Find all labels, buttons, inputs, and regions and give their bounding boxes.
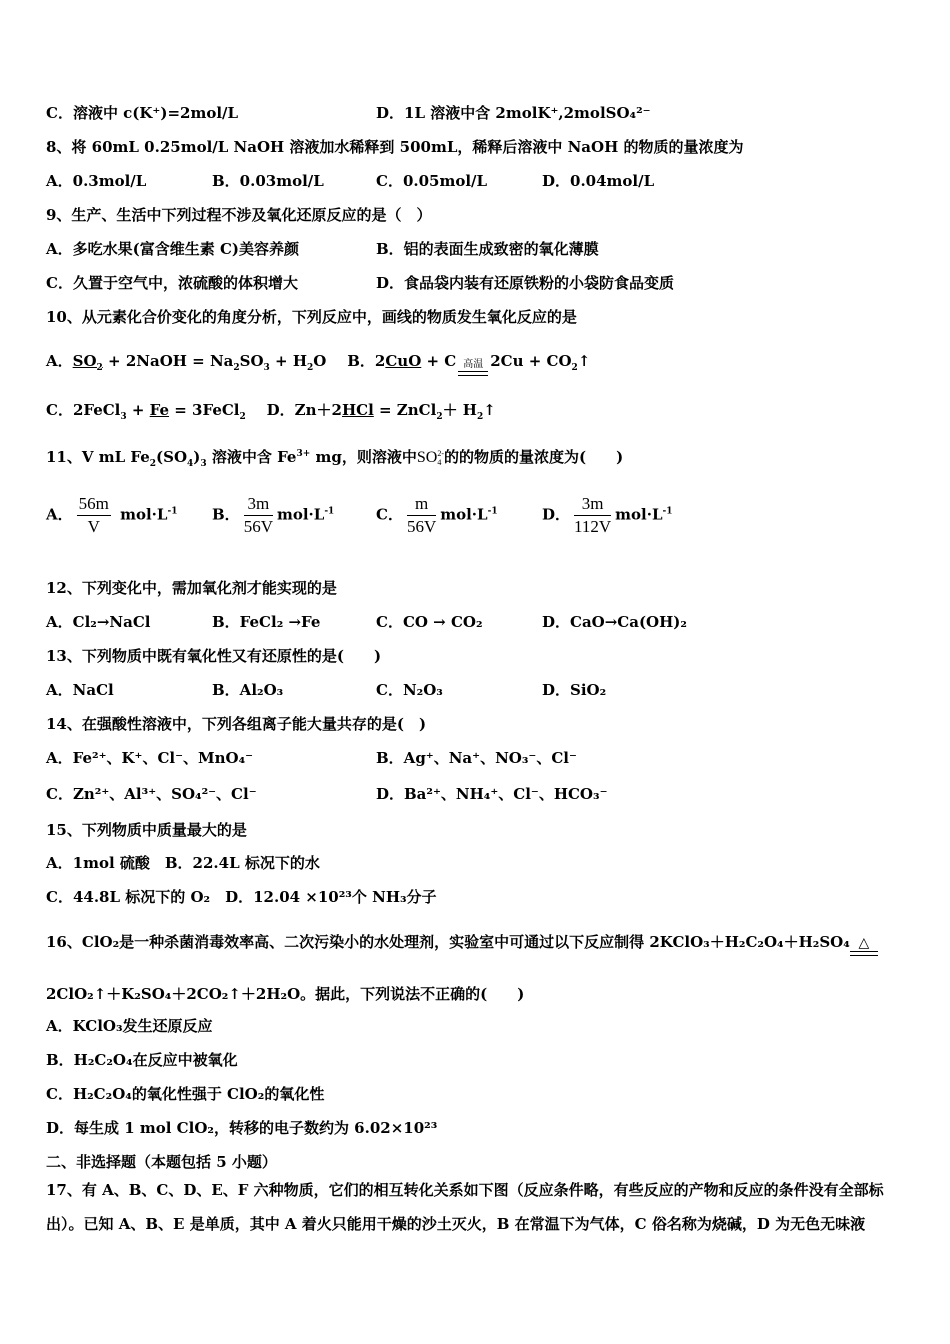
q11-option-a: A． $\frac{56m}{V}$ $mol\cdot L^{-1}$: [46, 494, 178, 536]
q12-stem: 12、下列变化中，需加氧化剂才能实现的是: [46, 579, 337, 597]
q16-stem-line2: 2ClO₂↑＋K₂SO₄＋2CO₂↑＋2H₂O。据此，下列说法不正确的( ): [46, 985, 525, 1003]
q17-stem-line1: 17、有 A、B、C、D、E、F 六种物质，它们的相互转化关系如下图（反应条件略，有些反应的产物和反应的条件没有全部标: [46, 1181, 884, 1199]
q16-option-b: B．H₂C₂O₄在反应中被氧化: [46, 1051, 238, 1069]
fraction: $\frac{m}{56V}$: [406, 494, 437, 536]
q7-option-d: D．1L 溶液中含 2molK⁺,2molSO₄²⁻: [376, 104, 651, 122]
q16-option-c: C．H₂C₂O₄的氧化性强于 ClO₂的氧化性: [46, 1085, 325, 1103]
q9-option-b: B．铝的表面生成致密的氧化薄膜: [376, 240, 599, 258]
q9-stem: 9、生产、生活中下列过程不涉及氧化还原反应的是（ ）: [46, 206, 432, 224]
q12-option-a: A．Cl₂→NaCl: [46, 613, 151, 631]
q10-option-b: B．2CuO + C 高温 $2Cu + CO_2↑$: [347, 352, 590, 370]
q12-option-c: C．CO → CO₂: [376, 613, 483, 631]
q13-option-d: D．SiO₂: [542, 681, 607, 699]
q13-stem: 13、下列物质中既有氧化性又有还原性的是( ): [46, 647, 382, 665]
q16-stem-line1: 16、ClO₂是一种杀菌消毒效率高、二次污染小的水处理剂，实验室中可通过以下反应制得 2KClO₃＋H₂C₂O₄＋H₂SO₄ △: [46, 928, 878, 956]
fraction: $\frac{3m}{56V}$: [243, 494, 273, 536]
q11-option-c: C． $\frac{m}{56V}$ $mol\cdot L^{-1}$: [376, 494, 498, 536]
q10-option-c: C．2FeCl$_3$ + Fe = 3FeCl$_2$: [46, 401, 246, 422]
q13-option-a: A．NaCl: [46, 681, 114, 699]
q11-stem: 11、V mL $Fe_2(SO_4)_3$ 溶液中含 $Fe^{3+}$ mg，则溶液中SO2- 4 的的物质的量浓度为( ): [46, 440, 623, 475]
q10-option-d: D．Zn＋2HCl = ZnCl$_2$＋ $H_2↑$: [266, 401, 496, 422]
q10-options-ab: [46, 346, 590, 376]
q15-options-ab: A．1mol 硫酸 B．22.4L 标况下的水: [46, 854, 320, 872]
q7-option-c: C．溶液中 c(K⁺)=2mol/L: [46, 104, 239, 122]
q8-option-a: A．0.3mol/L: [46, 172, 147, 190]
q16-option-a: A．KClO₃发生还原反应: [46, 1017, 213, 1035]
q15-stem: 15、下列物质中质量最大的是: [46, 821, 247, 839]
q10-stem: 10、从元素化合价变化的角度分析，下列反应中，画线的物质发生氧化反应的是: [46, 308, 577, 326]
q9-option-c: C．久置于空气中，浓硫酸的体积增大: [46, 274, 298, 292]
high-temp-condition: 高温: [458, 359, 488, 376]
heat-condition: △: [850, 935, 878, 956]
q11-option-b: B． $\frac{3m}{56V}$ $mol\cdot L^{-1}$: [212, 494, 335, 536]
q13-option-b: B．Al₂O₃: [212, 681, 284, 699]
fraction: $\frac{56m}{V}$: [78, 494, 109, 536]
q14-option-d: D．Ba²⁺、NH₄⁺、Cl⁻、HCO₃⁻: [376, 785, 608, 803]
q11-option-d: D． $\frac{3m}{112V}$ $mol\cdot L^{-1}$: [542, 494, 673, 536]
q10-options-cd: [46, 400, 496, 420]
q8-option-b: B．0.03mol/L: [212, 172, 324, 190]
section-heading: 二、非选择题（本题包括 5 小题）: [46, 1153, 277, 1171]
q15-options-cd: C．44.8L 标况下的 O₂ D．12.04 ×10²³个 NH₃分子: [46, 888, 437, 906]
fraction: $\frac{3m}{112V}$: [574, 494, 612, 536]
q16-option-d: D．每生成 1 mol ClO₂，转移的电子数约为 6.02×10²³: [46, 1119, 438, 1137]
sulfate-ion: SO2- 4: [416, 449, 445, 468]
q8-stem: 8、将 60mL 0.25mol/L NaOH 溶液加水稀释到 500mL，稀释后溶液中 NaOH 的物质的量浓度为: [46, 138, 744, 156]
q8-option-d: D．0.04mol/L: [542, 172, 655, 190]
q14-option-a: A．Fe²⁺、K⁺、Cl⁻、MnO₄⁻: [46, 749, 254, 767]
q12-option-b: B．FeCl₂ →Fe: [212, 613, 321, 631]
q8-option-c: C．0.05mol/L: [376, 172, 488, 190]
q14-stem: 14、在强酸性溶液中，下列各组离子能大量共存的是( ): [46, 715, 427, 733]
q14-option-c: C．Zn²⁺、Al³⁺、SO₄²⁻、Cl⁻: [46, 785, 257, 803]
q9-option-a: A．多吃水果(富含维生素 C)美容养颜: [46, 240, 299, 258]
q9-option-d: D．食品袋内装有还原铁粉的小袋防食品变质: [376, 274, 675, 292]
q14-option-b: B．Ag⁺、Na⁺、NO₃⁻、Cl⁻: [376, 749, 577, 767]
q10-option-a: A．$SO_2$ + 2NaOH = $Na_2SO_3 + H_2O$: [46, 352, 327, 373]
q12-option-d: D．CaO→Ca(OH)₂: [542, 613, 687, 631]
q13-option-c: C．N₂O₃: [376, 681, 443, 699]
q17-stem-line2: 出）。已知 A、B、E 是单质，其中 A 着火只能用干燥的沙土灭火，B 在常温下为气体，C 俗名称为烧碱，D 为无色无味液: [46, 1215, 866, 1233]
